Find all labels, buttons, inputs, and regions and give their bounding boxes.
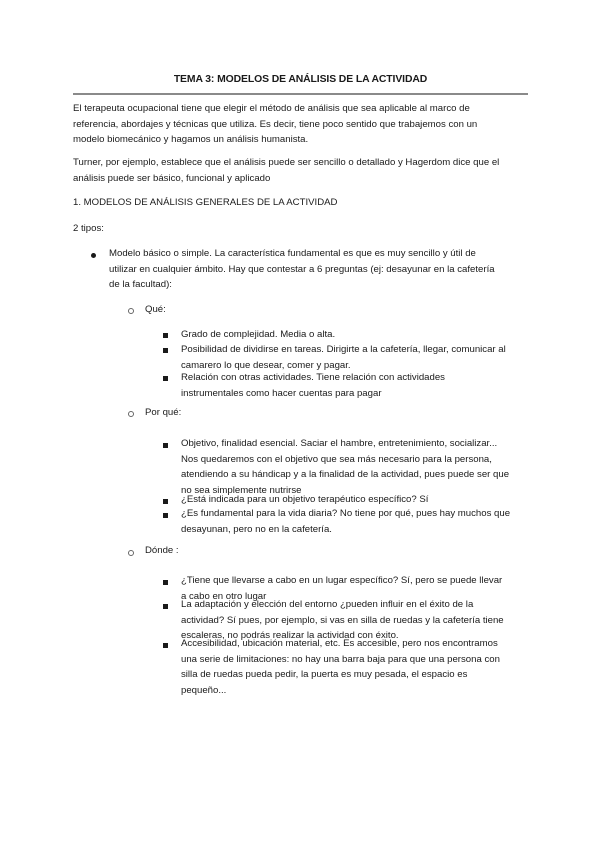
- text-line: modelo biomecánico y hagamos un análisis humanista.: [73, 134, 309, 145]
- text-line: El terapeuta ocupacional tiene que elegir el método de análisis que sea aplicable al marco de: [73, 103, 470, 114]
- square-bullet-icon: [163, 333, 168, 338]
- list-item: [181, 370, 551, 401]
- text-line: Turner, por ejemplo, establece que el análisis puede ser sencillo o detallado y Hagerdom dice que el: [73, 157, 500, 168]
- text-line: atendiendo a su hándicap y a la finalidad de la actividad, pues puede ser que: [181, 469, 510, 480]
- text-line: pequeño...: [181, 684, 227, 696]
- text-line: ¿Es fundamental para la vida diaria? No tiene por qué, pues hay muchos que: [181, 508, 511, 519]
- text-line: Relación con otras actividades. Tiene relación con actividades: [181, 372, 445, 383]
- hollow-bullet-icon: [128, 308, 134, 314]
- text-line: escaleras, no podrás realizar la actividad con éxito.: [181, 630, 399, 641]
- types-label: 2 tipos:: [73, 223, 104, 234]
- text-line: Modelo básico o simple. La característica fundamental es que es muy sencillo y útil de: [109, 248, 476, 259]
- text-line: desayunan, pero no en la cafetería.: [181, 523, 332, 535]
- square-bullet-icon: [163, 604, 168, 609]
- hollow-bullet-icon: [128, 550, 134, 556]
- text-line: a cabo en otro lugar: [181, 590, 267, 602]
- text-line: instrumentales como hacer cuentas para pagar: [181, 387, 382, 399]
- list-item: [181, 506, 551, 537]
- section-heading: 1. MODELOS DE ANÁLISIS GENERALES DE LA ACTIVIDAD: [73, 197, 338, 208]
- text-line: Objetivo, finalidad esencial. Saciar el hambre, entretenimiento, socializar...: [181, 438, 498, 449]
- square-bullet-icon: [163, 443, 168, 448]
- text-line: Grado de complejidad. Media o alta.: [181, 329, 336, 340]
- square-bullet-icon: [163, 513, 168, 518]
- list-item: [181, 327, 551, 343]
- question-label-donde: Dónde :: [145, 545, 179, 556]
- text-line: no sea simplemente nutrirse: [181, 484, 302, 496]
- question-label-por-que: Por qué:: [145, 407, 182, 418]
- text-line: silla de ruedas pueda pedir, la puerta es muy pesada, el espacio es: [181, 669, 468, 680]
- text-line: ¿Tiene que llevarse a cabo en un lugar específico? Sí, pero se puede llevar: [181, 575, 503, 586]
- text-line: actividad? Sí pues, por ejemplo, si vas en silla de ruedas y la cafetería tiene: [181, 614, 504, 626]
- square-bullet-icon: [163, 643, 168, 648]
- text-line: Posibilidad de dividirse en tareas. Dirigirte a la cafetería, llegar, comunicar al: [181, 344, 506, 355]
- text-line: La adaptación y elección del entorno ¿pueden influir en el éxito de la: [181, 599, 474, 610]
- document-title: TEMA 3: MODELOS DE ANÁLISIS DE LA ACTIVIDAD: [173, 74, 428, 85]
- list-item: [181, 436, 551, 498]
- bullet-icon: [91, 253, 96, 258]
- text-line: utilizar en cualquier ámbito. Hay que contestar a 6 preguntas (ej: desayunar en la cafetería: [109, 263, 495, 275]
- text-line: análisis puede ser básico, funcional y aplicado: [73, 172, 271, 184]
- text-line: una serie de limitaciones: no hay una barra baja para que una persona con: [181, 653, 500, 665]
- text-line: Nos quedaremos con el objetivo que sea más necesario para la persona,: [181, 453, 492, 465]
- text-line: de la facultad):: [109, 279, 172, 290]
- intro-paragraph: [73, 101, 533, 148]
- title-underline: [73, 93, 528, 95]
- square-bullet-icon: [163, 580, 168, 585]
- text-line: referencia, abordajes y técnicas que utiliza. Es decir, tiene poco sentido que trabajemos con un: [73, 118, 478, 130]
- text-line: ¿Está indicada para un objetivo terapéutico específico? Sí: [181, 494, 429, 505]
- list-item: [181, 636, 551, 698]
- text-line: Accesibilidad, ubicación material, etc. Es accesible, pero nos encontramos: [181, 638, 498, 649]
- square-bullet-icon: [163, 376, 168, 381]
- hollow-bullet-icon: [128, 411, 134, 417]
- text-line: camarero lo que desear, comer y pagar.: [181, 359, 351, 371]
- square-bullet-icon: [163, 499, 168, 504]
- question-label-que: Qué:: [145, 304, 166, 315]
- list-item: [181, 342, 551, 373]
- square-bullet-icon: [163, 348, 168, 353]
- turner-paragraph: [73, 155, 533, 186]
- list-item-model-basic: [109, 246, 549, 293]
